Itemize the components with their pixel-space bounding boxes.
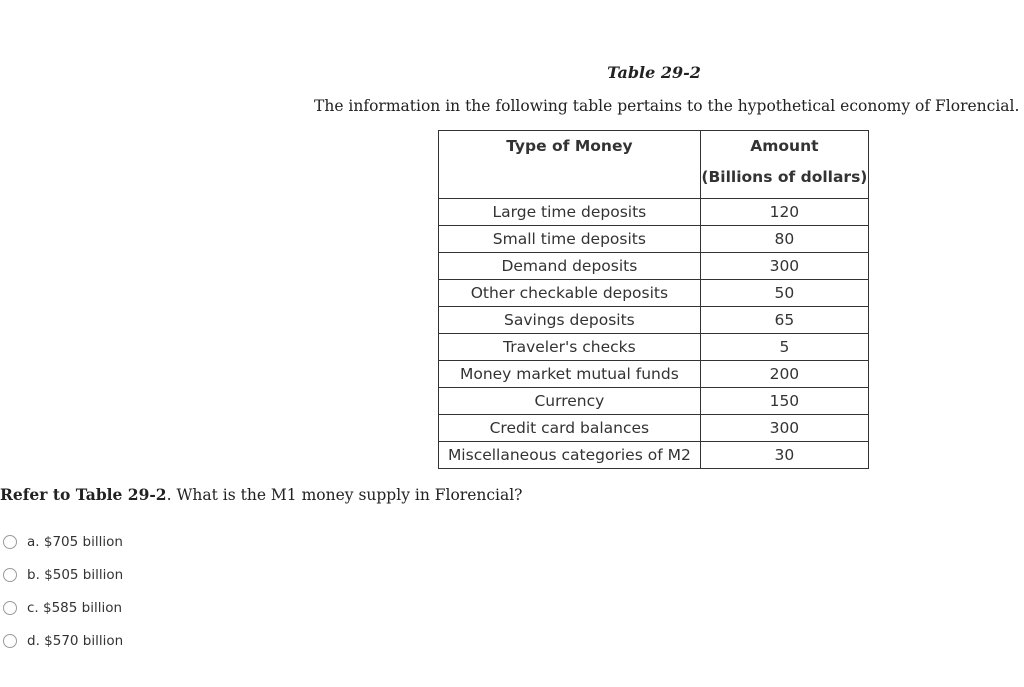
option-c[interactable] [0,591,123,624]
row-type: Traveler's checks [439,334,701,361]
row-amount: 300 [700,415,868,442]
option-label: a. $705 billion [27,533,123,550]
row-type: Savings deposits [439,307,701,334]
table-header-row [439,131,869,199]
question-body: . What is the M1 money supply in Florencial? [166,486,523,504]
option-a[interactable] [0,525,123,558]
row-type: Credit card balances [439,415,701,442]
row-type: Miscellaneous categories of M2 [439,442,701,469]
row-amount: 150 [700,388,868,415]
table-row [439,361,869,388]
row-amount: 30 [700,442,868,469]
table-row [439,199,869,226]
row-type: Small time deposits [439,226,701,253]
option-b[interactable] [0,558,123,591]
table-row [439,307,869,334]
row-amount: 120 [700,199,868,226]
row-amount: 200 [700,361,868,388]
header-amount-line1: Amount [750,137,819,155]
table-row [439,388,869,415]
radio-button[interactable] [3,634,17,648]
option-label: c. $585 billion [27,599,123,616]
row-amount: 300 [700,253,868,280]
row-type: Other checkable deposits [439,280,701,307]
table-row [439,415,869,442]
header-type-of-money: Type of Money [439,131,701,199]
question-text [0,485,523,504]
header-amount-line2: (Billions of dollars) [701,168,868,186]
option-label: b. $505 billion [27,566,124,583]
row-amount: 80 [700,226,868,253]
table-row [439,442,869,469]
table-row [439,334,869,361]
radio-button[interactable] [3,535,17,549]
table-row [439,226,869,253]
table-row [439,280,869,307]
row-amount: 5 [700,334,868,361]
option-d[interactable] [0,624,123,657]
table-intro: The information in the following table pertains to the hypothetical economy of Florencial. [314,97,1020,115]
radio-button[interactable] [3,601,17,615]
answer-options [0,525,123,657]
row-amount: 65 [700,307,868,334]
option-label: d. $570 billion [27,632,124,649]
row-amount: 50 [700,280,868,307]
row-type: Money market mutual funds [439,361,701,388]
header-amount [700,131,868,199]
row-type: Demand deposits [439,253,701,280]
money-table [438,130,869,469]
row-type: Currency [439,388,701,415]
question-table-ref: Refer to Table 29-2 [0,485,167,504]
table-row [439,253,869,280]
radio-button[interactable] [3,568,17,582]
table-title: Table 29-2 [607,63,701,82]
row-type: Large time deposits [439,199,701,226]
